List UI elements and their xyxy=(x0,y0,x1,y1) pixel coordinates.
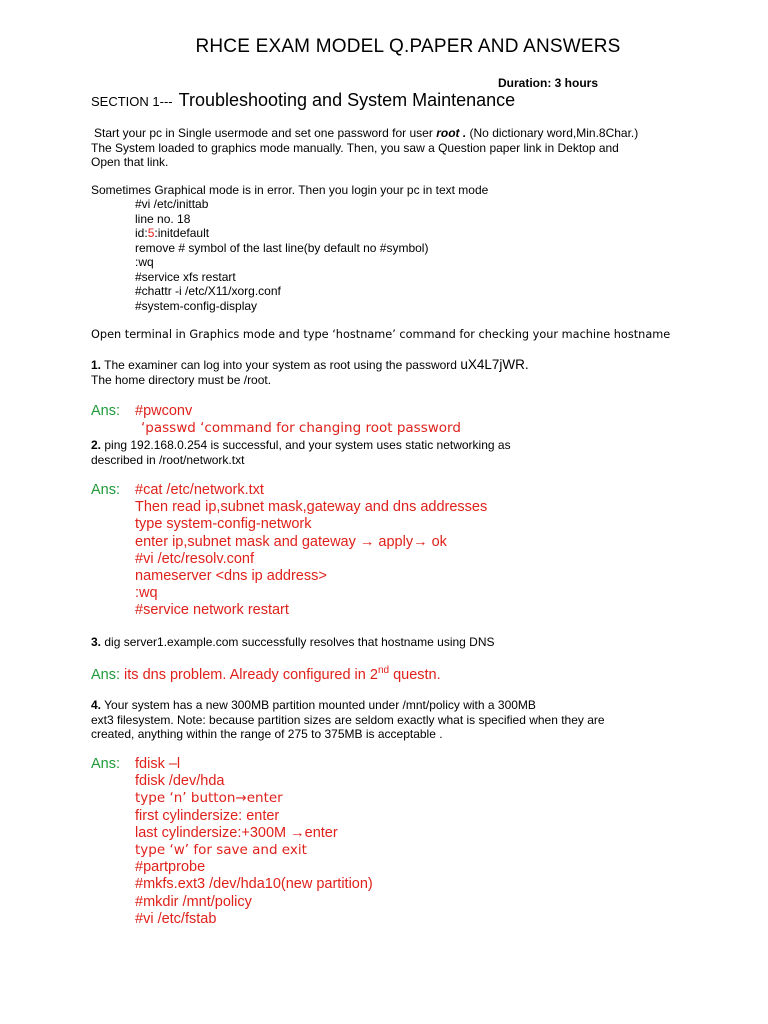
answer-1-label xyxy=(91,403,120,420)
answer-line: #pwconv xyxy=(135,403,193,419)
command-line: :wq xyxy=(135,255,154,269)
command-line: #system-config-display xyxy=(135,298,258,313)
question-1-line-2: The home directory must be /root. xyxy=(91,372,272,387)
ans-label: Ans: xyxy=(91,482,121,498)
ans-label: Ans: xyxy=(91,756,121,772)
question-text: ping 192.168.0.254 is successful, and your system uses static networking as xyxy=(101,438,511,452)
answer-line: nameserver <dns ip address> xyxy=(135,568,327,585)
answer-line: type system-config-network xyxy=(135,516,312,533)
answer-line: last cylindersize:+300M →enter xyxy=(135,824,338,841)
question-2 xyxy=(91,438,511,467)
answer-line: type ‘w’ for save and exit xyxy=(135,842,307,859)
question-4-line-1 xyxy=(91,698,605,713)
answer-text: questn. xyxy=(389,666,441,683)
answer-line: #cat /etc/network.txt xyxy=(135,482,264,498)
intro-note: (No dictionary word,Min.8Char.) xyxy=(466,126,639,140)
question-number: 4. xyxy=(91,698,102,712)
command-line: #vi /etc/inittab xyxy=(135,197,209,211)
command-line: line no. 18 xyxy=(135,211,191,226)
section-label: SECTION 1--- xyxy=(91,94,173,109)
answer-4-label xyxy=(91,756,120,773)
intro-line-3: Open that link. xyxy=(91,155,169,169)
answer-2-label xyxy=(91,482,120,499)
document-title: RHCE EXAM MODEL Q.PAPER AND ANSWERS xyxy=(195,36,621,57)
intro-paragraph xyxy=(91,126,638,170)
password-value: uX4L7jWR. xyxy=(460,357,529,372)
ans-label: Ans: xyxy=(91,666,121,683)
answer-line: enter ip,subnet mask and gateway → apply→ ok xyxy=(135,533,447,550)
question-1 xyxy=(91,358,529,387)
answer-2 xyxy=(135,482,487,620)
question-3 xyxy=(91,635,495,650)
command-line: remove # symbol of the last line(by default no #symbol) xyxy=(135,240,429,255)
question-text: dig server1.example.com successfully resolves that hostname using DNS xyxy=(101,635,495,649)
graphical-commands xyxy=(135,197,428,313)
question-number: 1. xyxy=(91,358,102,372)
intro-line-2: The System loaded to graphics mode manually. Then, you saw a Question paper link in Dektop and xyxy=(91,140,619,155)
runlevel-value: 5 xyxy=(147,226,155,240)
answer-1 xyxy=(135,403,461,437)
root-user: root . xyxy=(436,126,467,140)
answer-line: #vi /etc/resolv.conf xyxy=(135,550,255,567)
question-2-line-2: described in /root/network.txt xyxy=(91,452,245,467)
answer-3 xyxy=(91,662,441,684)
answer-line: #mkdir /mnt/policy xyxy=(135,893,252,910)
answer-line: #mkfs.ext3 /dev/hda10(new partition) xyxy=(135,876,373,893)
answer-line: fdisk /dev/hda xyxy=(135,773,225,790)
command-part: id: xyxy=(135,226,148,240)
answer-line: first cylindersize: enter xyxy=(135,807,280,824)
question-4-line-3: created, anything within the range of 275 to 375MB is acceptable . xyxy=(91,727,443,741)
answer-line: #service network restart xyxy=(135,602,289,619)
answer-line: #vi /etc/fstab xyxy=(135,910,217,927)
answer-superscript: nd xyxy=(377,665,390,676)
command-line: #service xfs restart xyxy=(135,269,236,284)
question-text: The examiner can log into your system as root using the password xyxy=(101,358,461,372)
question-4-line-2: ext3 filesystem. Note: because partition sizes are seldom exactly what is specified when they are xyxy=(91,712,605,727)
answer-line: #partprobe xyxy=(135,859,206,876)
answer-line: Then read ip,subnet mask,gateway and dns addresses xyxy=(135,499,488,516)
intro-text: Start your pc in Single usermode and set one password for user xyxy=(94,126,437,140)
answer-text: its dns problem. Already configured in 2 xyxy=(120,666,378,683)
question-4 xyxy=(91,698,605,742)
answer-line: ‘passwd ‘command for changing root password xyxy=(141,420,461,437)
duration-label: Duration: 3 hours xyxy=(498,76,599,90)
ans-label: Ans: xyxy=(91,403,121,419)
section-heading: Troubleshooting and System Maintenance xyxy=(178,90,516,110)
answer-line: type ‘n’ button→enter xyxy=(135,790,283,807)
answer-line: fdisk –l xyxy=(135,756,181,772)
answer-4 xyxy=(135,756,373,928)
command-part: :initdefault xyxy=(154,226,210,240)
section-header xyxy=(91,90,515,111)
question-number: 2. xyxy=(91,438,102,452)
question-number: 3. xyxy=(91,635,102,649)
intro-line-1 xyxy=(91,126,638,141)
question-text: Your system has a new 300MB partition mounted under /mnt/policy with a 300MB xyxy=(101,698,536,712)
graphical-mode-line: Sometimes Graphical mode is in error. Then you login your pc in text mode xyxy=(91,183,489,197)
hostname-note: Open terminal in Graphics mode and type ‘hostname’ command for checking your machine hostname xyxy=(91,328,671,341)
answer-line: :wq xyxy=(135,585,158,602)
question-1-line-1 xyxy=(91,358,529,373)
question-2-line-1 xyxy=(91,438,511,453)
command-line: #chattr -i /etc/X11/xorg.conf xyxy=(135,284,281,298)
command-line xyxy=(135,226,428,241)
